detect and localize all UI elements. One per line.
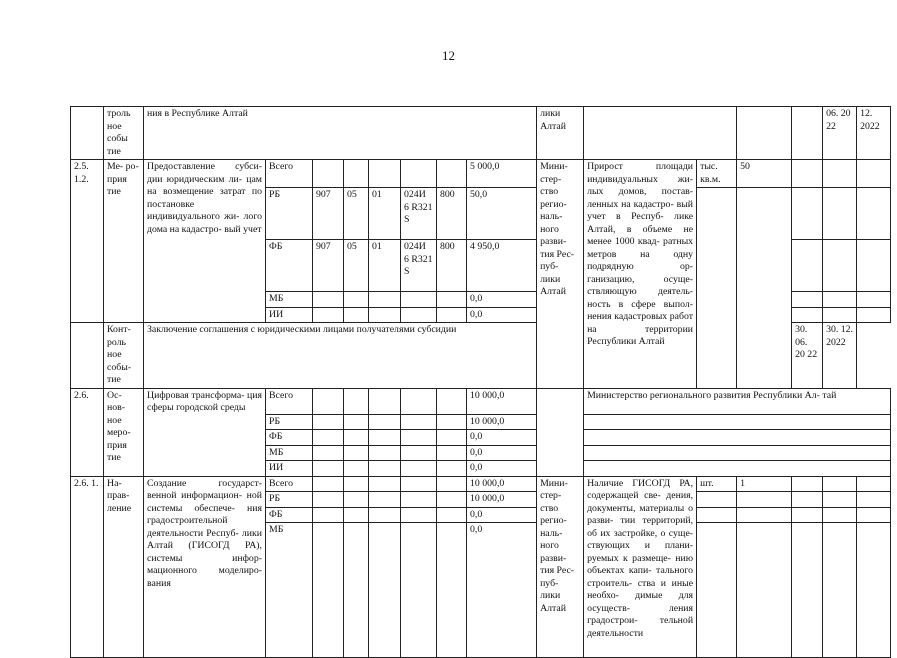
cell-sum: 10 000,0 xyxy=(467,476,537,492)
cell-empty xyxy=(857,492,891,508)
cell-kbk xyxy=(437,461,467,477)
cell-empty xyxy=(737,188,792,389)
cell-kbk xyxy=(401,445,437,461)
cell-kbk xyxy=(369,476,401,492)
cell-indicator xyxy=(584,107,737,160)
cell-name: Предоставление субси- дии юридическим ли- цам на возмещение затрат по постановке индивидуального жи- лого дома на кадастро- вый учет xyxy=(144,160,266,323)
cell-kbk xyxy=(313,430,344,446)
cell-source: Всего xyxy=(266,476,313,492)
cell-kbk xyxy=(369,292,401,308)
cell-num xyxy=(71,107,104,160)
cell-source: МБ xyxy=(266,523,313,658)
cell-source: ФБ xyxy=(266,240,313,292)
cell-date-end: 12. 2022 xyxy=(857,107,891,160)
cell-empty xyxy=(792,307,823,323)
cell-kbk: 01 xyxy=(369,188,401,240)
cell-indicator: Наличие ГИСОГД РА, содержащей све- дения, документы, материалы о разви- тии территорий, об их застройке, о суще- ствующих и плани- руемых к размеще- нию объектах капи- тального строитель- ства и иные необхо- димые для осуществ- ления градострои- тельной деятельности xyxy=(584,476,697,658)
cell-date-start: 06. 20 22 xyxy=(823,107,857,160)
cell-kbk xyxy=(437,292,467,308)
cell-source: РБ xyxy=(266,492,313,508)
cell-sum: 10 000,0 xyxy=(467,414,537,430)
cell-empty xyxy=(792,492,823,508)
cell-kbk xyxy=(437,430,467,446)
cell-empty xyxy=(857,523,891,658)
cell-kbk: 024И 6 R321 S xyxy=(401,240,437,292)
table-row xyxy=(71,388,891,414)
cell-kbk xyxy=(401,507,437,523)
cell-empty xyxy=(823,188,857,240)
cell-empty xyxy=(823,523,857,658)
cell-kbk xyxy=(369,414,401,430)
cell-kbk xyxy=(344,414,369,430)
cell-num: 2.6. 1. xyxy=(71,476,104,658)
cell-responsible: Мини- стер- ство регио- наль- ного разви- тия Рес- пуб- лики Алтай xyxy=(537,160,584,389)
cell-unit: шт. xyxy=(697,476,737,492)
cell-date-start: 30. 06. 20 22 xyxy=(792,323,823,389)
cell-kbk xyxy=(401,307,437,323)
cell-sum: 0,0 xyxy=(467,292,537,308)
cell-empty xyxy=(857,476,891,492)
cell-empty xyxy=(584,445,891,461)
cell-kbk: 05 xyxy=(344,188,369,240)
cell-kbk xyxy=(369,461,401,477)
cell-source: РБ xyxy=(266,188,313,240)
cell-kbk xyxy=(369,523,401,658)
cell-kbk xyxy=(313,160,344,188)
cell-kbk xyxy=(344,430,369,446)
cell-type: Конт- роль ное собы- тие xyxy=(104,323,144,389)
cell-empty xyxy=(857,507,891,523)
cell-empty xyxy=(584,414,891,430)
cell-kbk: 01 xyxy=(369,240,401,292)
cell-kbk xyxy=(437,492,467,508)
cell-source: Всего xyxy=(266,160,313,188)
cell-empty xyxy=(697,523,737,658)
page-number: 12 xyxy=(442,48,455,63)
cell-kbk xyxy=(344,523,369,658)
cell-sum: 5 000,0 xyxy=(467,160,537,188)
cell-source: РБ xyxy=(266,414,313,430)
cell-empty xyxy=(857,240,891,292)
cell-kbk xyxy=(401,160,437,188)
cell-kbk xyxy=(437,476,467,492)
cell-name: Создание государст- венной информацион- ной системы обеспече- ния градостроительной деятельности Респуб- лики Алтай (ГИСОГД РА), системы инфор- мационного моделиро- вания xyxy=(144,476,266,658)
cell-sum: 0,0 xyxy=(467,430,537,446)
cell-kbk xyxy=(369,388,401,414)
cell-kbk xyxy=(401,476,437,492)
cell-empty xyxy=(697,492,737,508)
cell-value: 50 xyxy=(737,160,792,188)
cell-kbk: 907 xyxy=(313,188,344,240)
cell-empty xyxy=(697,188,737,389)
cell-responsible: Мини- стер- ство регио- наль- ного разви- тия Рес- пуб- лики Алтай xyxy=(537,476,584,658)
cell-num xyxy=(71,323,104,389)
cell-type: троль ное собы тие xyxy=(104,107,144,160)
cell-num: 2.5. 1.2. xyxy=(71,160,104,323)
cell-kbk xyxy=(437,523,467,658)
cell-name: Цифровая трансформа- ция сферы городской среды xyxy=(144,388,266,476)
cell-empty xyxy=(823,476,857,492)
cell-kbk xyxy=(369,507,401,523)
cell-source: ИИ xyxy=(266,461,313,477)
cell-kbk xyxy=(313,461,344,477)
cell-kbk xyxy=(313,388,344,414)
cell-kbk xyxy=(313,492,344,508)
cell-empty xyxy=(792,476,823,492)
cell-kbk: 907 xyxy=(313,240,344,292)
cell-source: МБ xyxy=(266,292,313,308)
cell-kbk: 800 xyxy=(437,240,467,292)
cell-kbk xyxy=(369,160,401,188)
cell-event-text: Заключение соглашения с юридическими лицами получателями субсидии xyxy=(144,323,537,389)
cell-kbk xyxy=(369,307,401,323)
cell-empty xyxy=(584,430,891,446)
table-row xyxy=(71,160,891,188)
cell-empty xyxy=(792,292,823,308)
cell-source: МБ xyxy=(266,445,313,461)
program-table xyxy=(70,106,891,658)
cell-empty xyxy=(823,160,857,188)
cell-responsible-wide: Министерство регионального развития Республики Ал- тай xyxy=(584,388,891,414)
cell-unit: тыс. кв.м. xyxy=(697,160,737,188)
cell-empty xyxy=(823,292,857,308)
cell-sum: 0,0 xyxy=(467,523,537,658)
cell-kbk xyxy=(437,445,467,461)
cell-kbk xyxy=(344,461,369,477)
cell-kbk xyxy=(401,492,437,508)
cell-sum: 0,0 xyxy=(467,307,537,323)
cell-empty xyxy=(792,523,823,658)
cell-empty xyxy=(857,160,891,188)
cell-kbk: 05 xyxy=(344,240,369,292)
cell-indicator: Прирост площади индивидуальных жи- лых домов, постав- ленных на кадастро- вый учет в Респуб- лике Алтай, в объеме не менее 1000 квад- ратных метров на одну подрядную ор- ганизацию, осуще- ствляющую деятель- ность в сфере выпол- нения кадастровых работ на территории Республики Алтай xyxy=(584,160,697,389)
cell-empty xyxy=(857,188,891,240)
cell-kbk xyxy=(313,507,344,523)
cell-kbk xyxy=(344,507,369,523)
cell-kbk: 024И 6 R321 S xyxy=(401,188,437,240)
cell-sum: 50,0 xyxy=(467,188,537,240)
cell-num: 2.6. xyxy=(71,388,104,476)
cell-kbk xyxy=(344,307,369,323)
cell-kbk xyxy=(344,160,369,188)
table-row xyxy=(71,107,891,160)
cell-kbk xyxy=(344,445,369,461)
cell-kbk xyxy=(401,523,437,658)
cell-source: ФБ xyxy=(266,507,313,523)
cell-date-end: 30. 12. 2022 xyxy=(823,323,857,389)
cell-kbk xyxy=(313,476,344,492)
cell-sum: 10 000,0 xyxy=(467,388,537,414)
cell-responsible: лики Алтай xyxy=(537,107,584,160)
cell-value: 1 xyxy=(737,476,792,492)
cell-kbk xyxy=(401,461,437,477)
cell-kbk xyxy=(344,492,369,508)
cell-kbk xyxy=(369,430,401,446)
cell-empty xyxy=(792,188,823,240)
cell-event-text: ния в Республике Алтай xyxy=(144,107,537,160)
cell-empty xyxy=(584,461,891,477)
cell-empty xyxy=(792,160,823,188)
cell-empty xyxy=(823,492,857,508)
cell-type: На- прав- ление xyxy=(104,476,144,658)
cell-empty xyxy=(537,388,584,476)
cell-empty xyxy=(737,507,792,523)
cell-kbk xyxy=(369,492,401,508)
cell-value xyxy=(792,107,823,160)
cell-kbk xyxy=(313,292,344,308)
cell-kbk xyxy=(437,414,467,430)
cell-sum: 10 000,0 xyxy=(467,492,537,508)
cell-kbk xyxy=(401,388,437,414)
cell-empty xyxy=(823,507,857,523)
cell-empty xyxy=(737,492,792,508)
cell-empty xyxy=(823,240,857,292)
cell-type: Ос- нов- ное меро- прия тие xyxy=(104,388,144,476)
cell-sum: 4 950,0 xyxy=(467,240,537,292)
cell-kbk xyxy=(437,160,467,188)
cell-source: Всего xyxy=(266,388,313,414)
cell-empty xyxy=(697,507,737,523)
cell-kbk xyxy=(313,523,344,658)
cell-source: ФБ xyxy=(266,430,313,446)
cell-empty xyxy=(737,523,792,658)
cell-unit xyxy=(737,107,792,160)
cell-empty xyxy=(792,507,823,523)
cell-sum: 0,0 xyxy=(467,507,537,523)
cell-empty xyxy=(792,240,823,292)
cell-empty xyxy=(857,292,891,308)
cell-kbk: 800 xyxy=(437,188,467,240)
cell-kbk xyxy=(401,430,437,446)
cell-kbk xyxy=(344,476,369,492)
cell-kbk xyxy=(401,414,437,430)
cell-kbk xyxy=(344,388,369,414)
cell-kbk xyxy=(401,292,437,308)
cell-kbk xyxy=(369,445,401,461)
cell-kbk xyxy=(313,445,344,461)
cell-kbk xyxy=(437,307,467,323)
cell-empty xyxy=(823,307,857,323)
cell-type: Ме- ро- прия тие xyxy=(104,160,144,323)
cell-source: ИИ xyxy=(266,307,313,323)
cell-sum: 0,0 xyxy=(467,461,537,477)
cell-empty xyxy=(857,307,891,323)
cell-kbk xyxy=(437,507,467,523)
cell-kbk xyxy=(313,414,344,430)
cell-sum: 0,0 xyxy=(467,445,537,461)
cell-kbk xyxy=(313,307,344,323)
cell-kbk xyxy=(437,388,467,414)
cell-kbk xyxy=(344,292,369,308)
table-row xyxy=(71,476,891,492)
